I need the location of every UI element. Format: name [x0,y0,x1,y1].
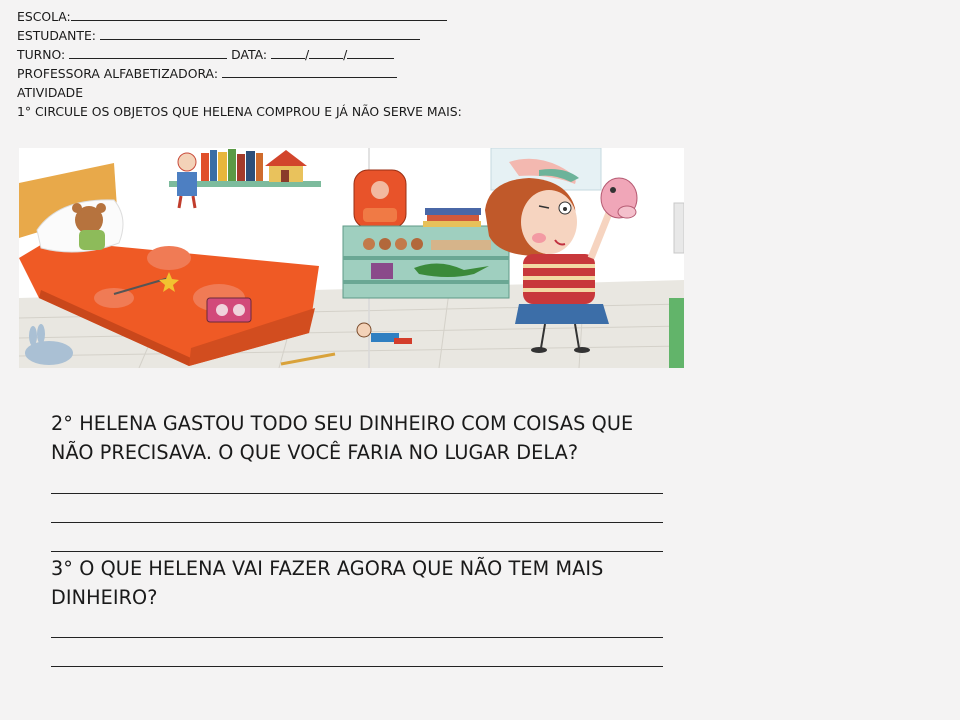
question-1: 1° CIRCULE OS OBJETOS QUE HELENA COMPROU E JÁ NÃO SERVE MAIS: [17,104,462,119]
date-year-field[interactable] [347,46,394,59]
answer-line-3b[interactable] [51,666,663,667]
turno-label: TURNO: [17,47,66,62]
book-stack-icon[interactable] [423,208,481,227]
small-box-icon[interactable] [371,263,393,279]
answer-line-2b[interactable] [51,522,663,523]
answer-line-3a[interactable] [51,637,663,638]
date-separator: / [343,47,348,62]
estudante-field[interactable] [100,27,420,40]
question-3-line-1: 3° O QUE HELENA VAI FAZER AGORA QUE NÃO TEM MAIS [51,557,604,580]
date-separator: / [304,47,310,62]
estudante-row [17,26,462,45]
professora-label: PROFESSORA ALFABETIZADORA: [17,66,218,81]
turno-row [17,45,462,64]
backpack-icon[interactable] [354,170,406,228]
atividade-label: ATIVIDADE [17,85,84,100]
answer-line-2c[interactable] [51,551,663,552]
question-3-line-2: DINHEIRO? [51,586,158,609]
escola-label: ESCOLA: [17,9,71,24]
piggy-bank-icon[interactable] [601,178,637,218]
question-2-line-1: 2° HELENA GASTOU TODO SEU DINHEIRO COM COISAS QUE [51,412,634,435]
answer-line-2a[interactable] [51,493,663,494]
toy-cabinet [343,226,509,298]
turno-field[interactable] [69,46,227,59]
question-2 [51,409,633,467]
date-day-field[interactable] [271,46,305,59]
professora-field[interactable] [222,65,397,78]
worksheet-header [17,7,462,121]
escola-field[interactable] [71,8,447,21]
question-2-line-2: NÃO PRECISAVA. O QUE VOCÊ FARIA NO LUGAR DELA? [51,441,579,464]
helena-room-illustration [19,148,684,368]
professora-row [17,64,462,83]
books-icon[interactable] [201,149,263,181]
estudante-label: ESTUDANTE: [17,28,96,43]
toy-camera-icon[interactable] [207,298,251,322]
question-3 [51,554,603,612]
date-month-field[interactable] [309,46,343,59]
escola-row [17,7,462,26]
data-label: DATA: [231,47,268,62]
